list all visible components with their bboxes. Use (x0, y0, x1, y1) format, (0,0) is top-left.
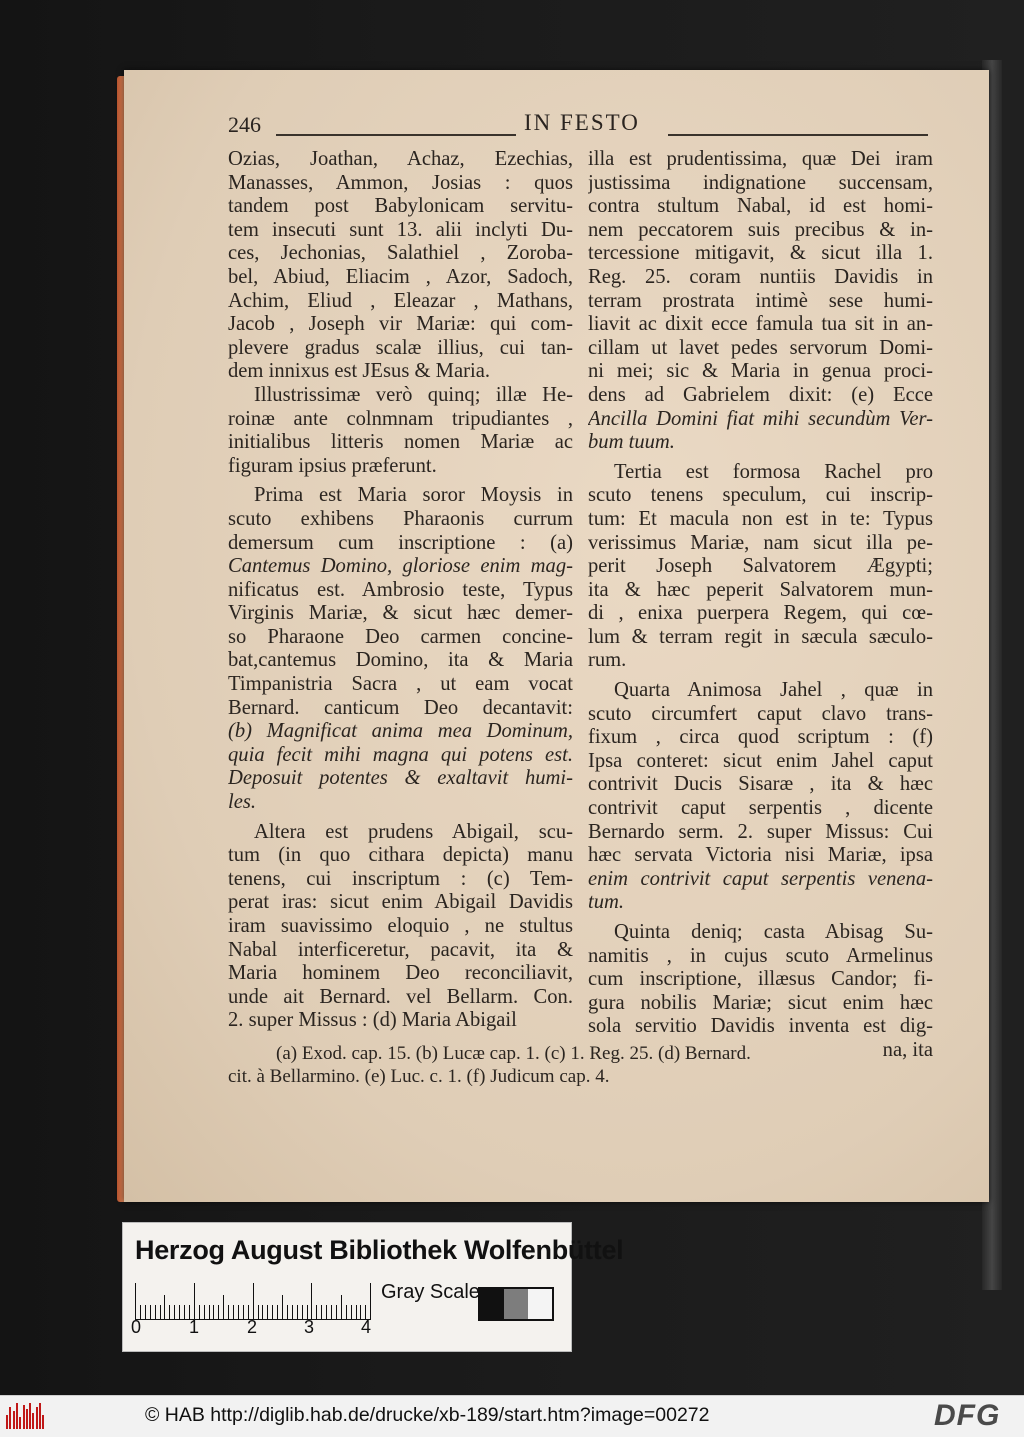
ruler-tick (238, 1305, 239, 1319)
ruler-tick (321, 1305, 322, 1319)
text-line: gura nobilis Mariæ; sicut enim hæc (588, 991, 933, 1014)
text-line: scuto tenens speculum, cui inscrip- (588, 484, 933, 507)
gray-scale-swatches (478, 1287, 554, 1321)
text-line: iram suavissimo eloquio , ne stultus (228, 915, 573, 937)
ruler-tick (164, 1295, 165, 1319)
text-line: tercessione mitigavit, & sicut illa 1. (588, 242, 933, 265)
logo-bar (13, 1411, 15, 1429)
text-line: Deposuit potentes & exaltavit humi- (228, 767, 573, 790)
text-line: Reg. 25. coram nuntiis Davidis in (588, 265, 933, 288)
text-line: les. (228, 791, 257, 814)
ruler-number: 1 (189, 1317, 200, 1337)
text-line: perit Joseph Salvatorem Ægypti; (588, 555, 933, 578)
ruler-tick (233, 1305, 234, 1319)
text-line: Bernardo serm. 2. super Missus: Cui (588, 820, 933, 843)
text-line: dem innixus est JEsus & Maria. (228, 360, 490, 383)
text-line: contrivit Ducis Sisaræ , ita & hæc (588, 773, 933, 796)
text-line: unde ait Bernard. vel Bellarm. Con. (228, 985, 573, 1008)
ruler-tick (346, 1305, 347, 1319)
text-line: plevere gradus scalæ illius, cui tan- (228, 336, 573, 359)
ruler-tick (209, 1305, 210, 1319)
gray-swatch (504, 1289, 528, 1319)
text-line: scuto circumfert caput clavo trans- (588, 702, 933, 725)
page-header (228, 110, 928, 144)
ruler-tick (341, 1295, 342, 1319)
text-line: cillam ut lavet pedes servorum Domi- (588, 336, 933, 359)
text-line: illa est prudentissima, quæ Dei iram (588, 148, 933, 170)
ruler-tick (174, 1305, 175, 1319)
text-line: tum: Et macula non est in te: Typus (588, 507, 933, 530)
ruler-tick (331, 1305, 332, 1319)
text-line: (b) Magnificat anima mea Dominum, (228, 720, 573, 743)
dfg-logo: DFG (934, 1399, 1001, 1432)
text-line: quia fecit mihi magna qui potens est. (228, 743, 573, 766)
ruler-tick (150, 1305, 151, 1319)
logo-bar (6, 1415, 8, 1429)
text-line: figuram ipsius præferunt. (228, 454, 437, 477)
ruler-tick (223, 1295, 224, 1319)
logo-bar (36, 1407, 38, 1429)
text-line: enim contrivit caput serpentis venena- (588, 867, 933, 890)
text-line: verissimus Mariæ, nam sicut illa pe- (588, 531, 933, 554)
left-text-column (228, 148, 573, 1033)
text-line: tum (in quo cithara depicta) manu (228, 844, 573, 867)
text-line: Quinta deniq; casta Abisag Su- (614, 921, 933, 943)
text-line: Achim, Eliud , Eleazar , Mathans, (228, 289, 573, 312)
text-line: tenens, cui inscriptum : (c) Tem- (228, 867, 573, 890)
text-line: perat iras: sicut enim Abigail Davidis (228, 891, 573, 914)
text-line: Bernard. canticum Deo decantavit: (228, 696, 573, 719)
ruler-tick (194, 1283, 195, 1319)
ruler-number: 0 (131, 1317, 142, 1337)
text-line: hæc servata Victoria nisi Mariæ, ipsa (588, 844, 933, 867)
ruler-tick (135, 1283, 136, 1319)
text-line: Illustrissimæ verò quinq; illæ He- (254, 383, 573, 406)
text-line: ces, Jechonias, Salathiel , Zoroba- (228, 242, 573, 265)
ruler-tick (243, 1305, 244, 1319)
measurement-ruler (135, 1279, 371, 1320)
text-line: Maria hominem Deo reconciliavit, (228, 962, 573, 985)
text-line: ni mei; sic & Maria in genua proci- (588, 360, 933, 383)
ruler-tick (155, 1305, 156, 1319)
text-line: initialibus litteris nomen Mariæ ac (228, 431, 573, 454)
ruler-tick (145, 1305, 146, 1319)
text-line: Ipsa conteret: sicut enim Jahel caput (588, 749, 933, 772)
text-line: Prima est Maria soror Moysis in (254, 484, 573, 507)
text-line: bel, Abiud, Eliacim , Azor, Sadoch, (228, 265, 573, 288)
text-line: Ancilla Domini fiat mihi secundùm Ver- (588, 407, 933, 430)
gray-swatch (480, 1289, 504, 1319)
gray-scale-label: Gray Scale (381, 1281, 480, 1303)
logo-bar (26, 1409, 28, 1429)
header-rule-right (668, 134, 928, 136)
logo-bar (23, 1405, 25, 1429)
text-line: bum tuum. (588, 431, 675, 454)
copyright-url[interactable]: © HAB http://diglib.hab.de/drucke/xb-189/start.htm?image=00272 (145, 1404, 710, 1426)
text-line: fixum , circa quod scriptum : (f) (588, 726, 933, 749)
ruler-tick (169, 1305, 170, 1319)
header-rule-left (276, 134, 516, 136)
ruler-number: 2 (247, 1317, 258, 1337)
logo-bar (16, 1403, 18, 1429)
logo-bar (42, 1415, 44, 1429)
text-line: 2. super Missus : (d) Maria Abigail (228, 1009, 517, 1032)
text-line: rum. (588, 649, 627, 672)
text-line: lum & terram regit in sæcula sæculo- (588, 625, 933, 648)
ruler-tick (267, 1305, 268, 1319)
ruler-tick (282, 1295, 283, 1319)
ruler-tick (228, 1305, 229, 1319)
running-head: IN FESTO (524, 110, 640, 135)
ruler-tick (297, 1305, 298, 1319)
text-line: so Pharaone Deo carmen concine- (228, 625, 573, 648)
text-line: roinæ ante colnmnam tripudiantes , (228, 407, 573, 430)
footnote-line: cit. à Bellarmino. (e) Luc. c. 1. (f) Judicum cap. 4. (228, 1066, 610, 1087)
text-line: Tertia est formosa Rachel pro (614, 460, 933, 483)
footnote-line: (a) Exod. cap. 15. (b) Lucæ cap. 1. (c) 1. Reg. 25. (d) Bernard. (276, 1043, 751, 1064)
text-line: liavit ac dixit ecce famula tua sit in an- (588, 313, 933, 336)
ruler-tick (258, 1305, 259, 1319)
text-line: Quarta Animosa Jahel , quæ in (614, 679, 933, 702)
text-line: Altera est prudens Abigail, scu- (254, 820, 573, 843)
text-line: Manasses, Ammon, Josias : quos (228, 171, 573, 194)
text-line: Nabal interficeretur, pacavit, ita & (228, 938, 573, 961)
logo-bar (29, 1403, 31, 1429)
library-name: Herzog August Bibliothek Wolfenbüttel (135, 1235, 624, 1265)
ruler-tick (351, 1305, 352, 1319)
ruler-tick (316, 1305, 317, 1319)
text-line: sola servitio Davidis inventa est dig- (588, 1015, 933, 1038)
text-line: di , enixa puerpera Regem, qui cœ- (588, 602, 933, 625)
text-line: Cantemus Domino, gloriose enim mag- (228, 555, 573, 578)
ruler-tick (253, 1283, 254, 1319)
ruler-tick (370, 1283, 371, 1319)
text-line: scuto exhibens Pharaonis currum (228, 507, 573, 530)
ruler-tick (287, 1305, 288, 1319)
text-line: tum. (588, 891, 625, 914)
text-line: contrivit caput serpentis , dicente (588, 797, 933, 820)
text-line: cum inscriptione, illæsus Candor; fi- (588, 968, 933, 991)
text-line: tandem post Babylonicam servitu- (228, 195, 573, 218)
ruler-tick (277, 1305, 278, 1319)
logo-bar (9, 1407, 11, 1429)
text-line: ita & hæc peperit Salvatorem mun- (588, 578, 933, 601)
text-line: justissima indignatione succensam, (588, 171, 933, 194)
text-line: demersum cum inscriptione : (a) (228, 531, 573, 554)
text-line: nificatus est. Ambrosio teste, Typus (228, 578, 573, 601)
ruler-tick (262, 1305, 263, 1319)
ruler-tick (336, 1305, 337, 1319)
ruler-number: 4 (361, 1317, 372, 1337)
ruler-tick (311, 1283, 312, 1319)
page-number: 246 (228, 112, 261, 137)
text-line: namitis , in cujus scuto Armelinus (588, 944, 933, 967)
ruler-tick (213, 1305, 214, 1319)
text-line: Timpanistria Sacra , ut eam vocat (228, 673, 573, 696)
ruler-tick (292, 1305, 293, 1319)
ruler-tick (184, 1305, 185, 1319)
ruler-tick (326, 1305, 327, 1319)
logo-bar (32, 1413, 34, 1429)
ruler-tick (160, 1305, 161, 1319)
text-line: tem insecuti sunt 13. alii inclyti Du- (228, 218, 573, 241)
text-line: terram prostrata intimè sese humi- (588, 289, 933, 312)
ruler-tick (302, 1305, 303, 1319)
text-line: dens ad Gabrielem dixit: (e) Ecce (588, 383, 933, 406)
ruler-tick (272, 1305, 273, 1319)
logo-bar (19, 1417, 21, 1429)
text-line: Virginis Mariæ, & sicut hæc demer- (228, 602, 573, 625)
text-line: bat,cantemus Domino, ita & Maria (228, 649, 573, 672)
viewer-footer (0, 1395, 1024, 1437)
ruler-number: 3 (304, 1317, 315, 1337)
ruler-tick (356, 1305, 357, 1319)
gray-swatch (528, 1289, 552, 1319)
right-text-column (588, 148, 933, 1063)
text-line: Ozias, Joathan, Achaz, Ezechias, (228, 148, 573, 170)
text-line: contra stultum Nabal, id est homi- (588, 195, 933, 218)
footnotes (228, 1042, 928, 1088)
ruler-tick (204, 1305, 205, 1319)
ruler-tick (218, 1305, 219, 1319)
hab-logo-icon (6, 1403, 46, 1429)
logo-bar (39, 1403, 41, 1429)
color-reference-card (122, 1222, 624, 1352)
text-line: na, ita (882, 1038, 933, 1061)
ruler-tick (179, 1305, 180, 1319)
text-line: Jacob , Joseph vir Mariæ: qui com- (228, 313, 573, 336)
text-line: nem peccatorem suis precibus & in- (588, 218, 933, 241)
